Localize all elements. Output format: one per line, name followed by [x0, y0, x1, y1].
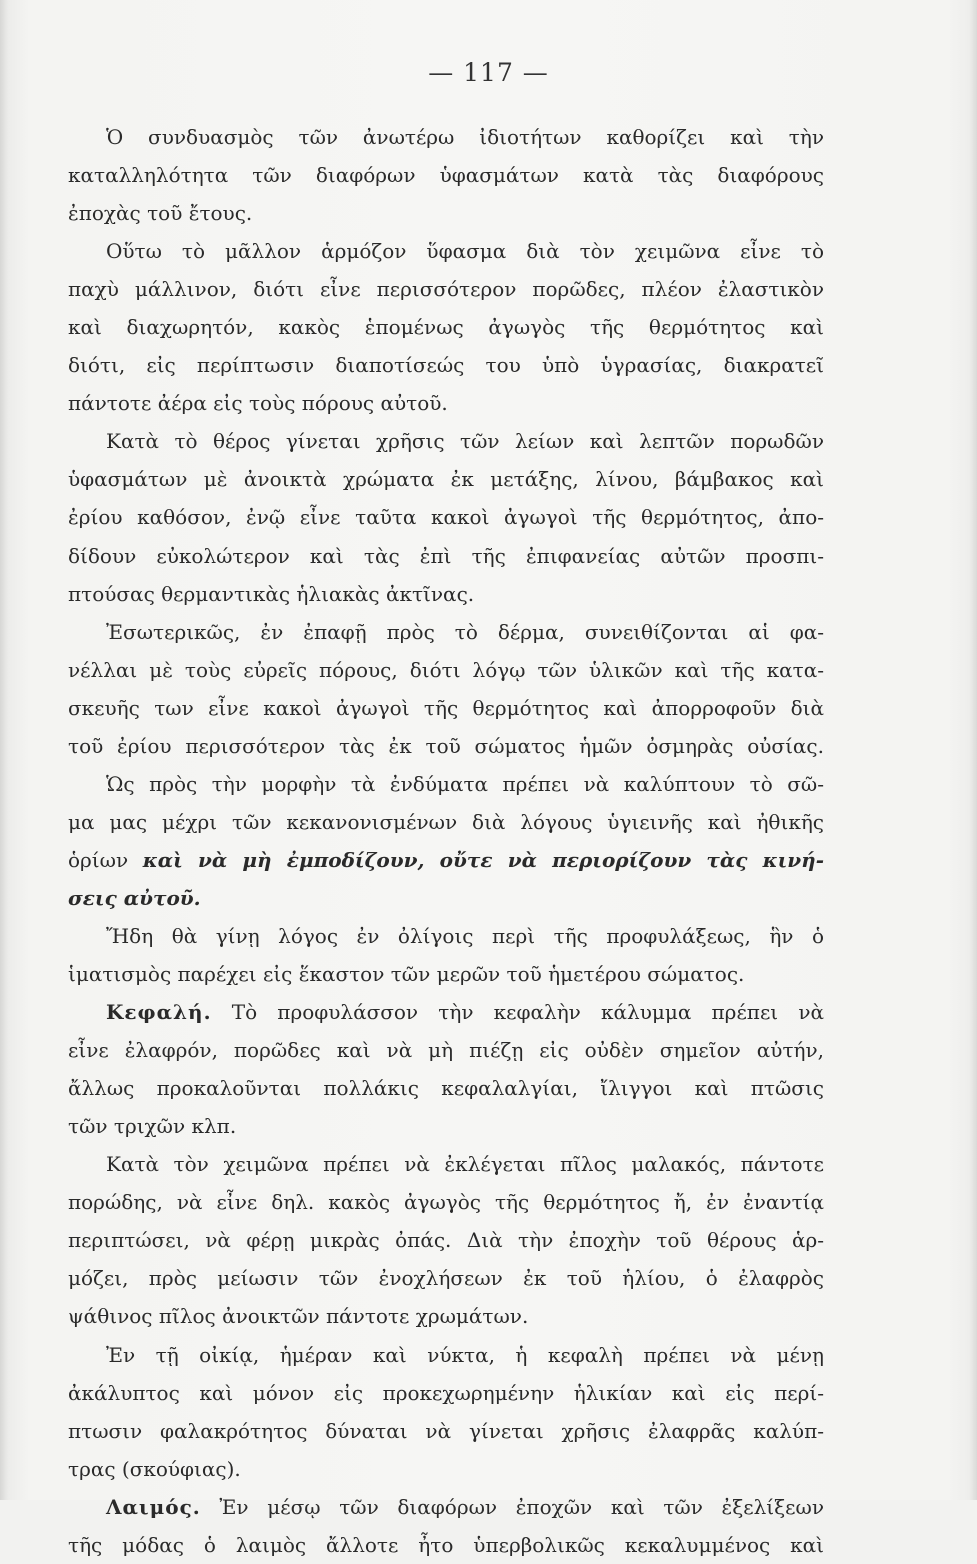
text-line [68, 1259, 824, 1297]
line-text: Κατὰ τὸ θέρος γίνεται χρῆσις τῶν λείων καὶ λεπτῶν πορωδῶν [106, 429, 824, 454]
line-text: Οὕτω τὸ μᾶλλον ἁρμόζον ὕφασμα διὰ τὸν χειμῶνα εἶνε τὸ [106, 239, 824, 264]
text-line [68, 384, 824, 422]
text-line [68, 498, 824, 536]
text-line [68, 1336, 824, 1374]
text-line [68, 955, 824, 993]
text-line [68, 651, 824, 689]
line-text: δίδουν εὐκολώτερον καὶ τὰς ἐπὶ τῆς ἐπιφανείας αὐτῶν προσπι- [68, 543, 824, 568]
text-line [68, 841, 824, 879]
text-line [68, 1412, 824, 1450]
line-text: εἶνε ἐλαφρόν, πορῶδες καὶ νὰ μὴ πιέζῃ εἰς οὐδὲν σημεῖον αὐτήν, [68, 1038, 824, 1063]
section-heading: Λαιμός. [106, 1494, 201, 1519]
line-text: Ὁ συνδυασμὸς τῶν ἀνωτέρω ἰδιοτήτων καθορίζει καὶ τὴν [106, 125, 824, 149]
text-line [68, 1107, 824, 1145]
text-line [68, 537, 824, 575]
text-line [68, 879, 824, 917]
text-line [68, 993, 824, 1031]
text-line [68, 917, 824, 955]
line-text: τῆς μόδας ὁ λαιμὸς ἄλλοτε ἦτο ὑπερβολικῶς κεκαλυμμένος καὶ [68, 1532, 824, 1557]
line-text: ὁρίων [68, 847, 143, 872]
line-text: ἐποχὰς τοῦ ἔτους. [68, 201, 253, 226]
line-text: Ἐν τῇ οἰκίᾳ, ἡμέραν καὶ νύκτα, ἡ κεφαλὴ πρέπει νὰ μένῃ [106, 1342, 824, 1367]
line-text: μα μας μέχρι τῶν κεκανονισμένων διὰ λόγους ὑγιεινῆς καὶ ἠθικῆς [68, 809, 824, 834]
text-line [68, 803, 824, 841]
line-text: καταλληλότητα τῶν διαφόρων ὑφασμάτων κατὰ τὰς διαφόρους [68, 163, 824, 188]
text-line [68, 765, 824, 803]
line-text: Κατὰ τὸν χειμῶνα πρέπει νὰ ἐκλέγεται πῖλος μαλακός, πάντοτε [106, 1152, 824, 1177]
text-line [68, 422, 824, 460]
text-line [68, 1488, 824, 1526]
line-text: παχὺ μάλλινον, διότι εἶνε περισσότερον πορῶδες, πλέον ἐλαστικὸν [68, 277, 824, 302]
line-text: μόζει, πρὸς μείωσιν τῶν ἐνοχλήσεων ἐκ τοῦ ἡλίου, ὁ ἐλαφρὸς [68, 1266, 824, 1291]
text-line [68, 308, 824, 346]
line-text: Ὡς πρὸς τὴν μορφὴν τὰ ἐνδύματα πρέπει νὰ καλύπτουν τὸ σῶ- [106, 771, 824, 796]
text-line [68, 232, 824, 270]
line-text: ὑφασμάτων μὲ ἀνοικτὰ χρώματα ἐκ μετάξης, λίνου, βάμβακος καὶ [68, 467, 824, 492]
line-text: Ἐσωτερικῶς, ἐν ἐπαφῇ πρὸς τὸ δέρμα, συνειθίζονται αἱ φα- [106, 619, 824, 644]
line-text: πτωσιν φαλακρότητος δύναται νὰ γίνεται χρῆσις ἐλαφρᾶς καλύπ- [68, 1418, 824, 1443]
text-line [68, 1183, 824, 1221]
text-line [68, 156, 824, 194]
text-line [68, 689, 824, 727]
text-line [68, 270, 824, 308]
text-line [68, 194, 824, 232]
text-line [68, 1450, 824, 1488]
text-line [68, 1069, 824, 1107]
text-line [68, 1221, 824, 1259]
text-line [68, 118, 824, 156]
line-text: Τὸ προφυλάσσον τὴν κεφαλὴν κάλυμμα πρέπει νὰ [211, 1000, 824, 1025]
line-text: νέλλαι μὲ τοὺς εὐρεῖς πόρους, διότι λόγῳ τῶν ὑλικῶν καὶ τῆς κατα- [68, 657, 824, 682]
line-text: ἐρίου καθόσον, ἐνῷ εἶνε ταῦτα κακοὶ ἀγωγοὶ τῆς θερμότητος, ἀπο- [68, 505, 824, 530]
emphasized-text: σεις αὐτοῦ. [68, 885, 201, 910]
line-text: ἄλλως προκαλοῦνται πολλάκις κεφαλαλγίαι, ἴλιγγοι καὶ πτῶσις [68, 1076, 824, 1101]
text-line [68, 346, 824, 384]
line-text: τῶν τριχῶν κλπ. [68, 1114, 237, 1139]
text-line [68, 1374, 824, 1412]
text-line [68, 1031, 824, 1069]
right-edge-shadow [969, 0, 977, 1500]
line-text: τοῦ ἐρίου περισσότερον τὰς ἐκ τοῦ σώματος ἡμῶν ὀσμηρὰς οὐσίας. [68, 733, 824, 758]
body-text [68, 118, 824, 1564]
section-heading: Κεφαλή. [106, 1000, 212, 1025]
line-text: Ἐν μέσῳ τῶν διαφόρων ἐποχῶν καὶ τῶν ἐξελίξεων [200, 1494, 824, 1519]
line-text: Ἤδη θὰ γίνῃ λόγος ἐν ὀλίγοις περὶ τῆς προφυλάξεως, ἣν ὁ [106, 923, 824, 948]
text-line [68, 1297, 824, 1335]
line-text: σκευῆς των εἶνε κακοὶ ἀγωγοὶ τῆς θερμότητος καὶ ἀπορροφοῦν διὰ [68, 695, 824, 720]
line-text: καὶ διαχωρητόν, κακὸς ἑπομένως ἀγωγὸς τῆς θερμότητος καὶ [68, 315, 824, 340]
text-line [68, 460, 824, 498]
line-text: ἱματισμὸς παρέχει εἰς ἕκαστον τῶν μερῶν τοῦ ἡμετέρου σώματος. [68, 962, 745, 987]
text-line [68, 727, 824, 765]
emphasized-text: καὶ νὰ μὴ ἐμποδίζουν, οὔτε νὰ περιορίζουν τὰς κινή- [142, 847, 824, 872]
text-line [68, 1526, 824, 1564]
text-line [68, 575, 824, 613]
line-text: ἀκάλυπτος καὶ μόνον εἰς προκεχωρημένην ἡλικίαν καὶ εἰς περί- [68, 1380, 824, 1405]
text-line [68, 613, 824, 651]
line-text: πορώδης, νὰ εἶνε δηλ. κακὸς ἀγωγὸς τῆς θερμότητος ἤ, ἐν ἐναντίᾳ [68, 1190, 824, 1215]
line-text: τρας (σκούφιας). [68, 1456, 241, 1481]
line-text: διότι, εἰς περίπτωσιν διαποτίσεώς του ὑπὸ ὑγρασίας, διακρατεῖ [68, 353, 824, 378]
left-edge-shadow [0, 0, 8, 1500]
page-number: — 117 — [428, 58, 549, 87]
line-text: ψάθινος πῖλος ἀνοικτῶν πάντοτε χρωμάτων. [68, 1304, 529, 1329]
line-text: πτούσας θερμαντικὰς ἡλιακὰς ἀκτῖνας. [68, 581, 475, 606]
line-text: περιπτώσει, νὰ φέρῃ μικρὰς ὀπάς. Διὰ τὴν ἐποχὴν τοῦ θέρους ἁρ- [68, 1228, 824, 1253]
text-line [68, 1145, 824, 1183]
line-text: πάντοτε ἀέρα εἰς τοὺς πόρους αὐτοῦ. [68, 391, 448, 416]
